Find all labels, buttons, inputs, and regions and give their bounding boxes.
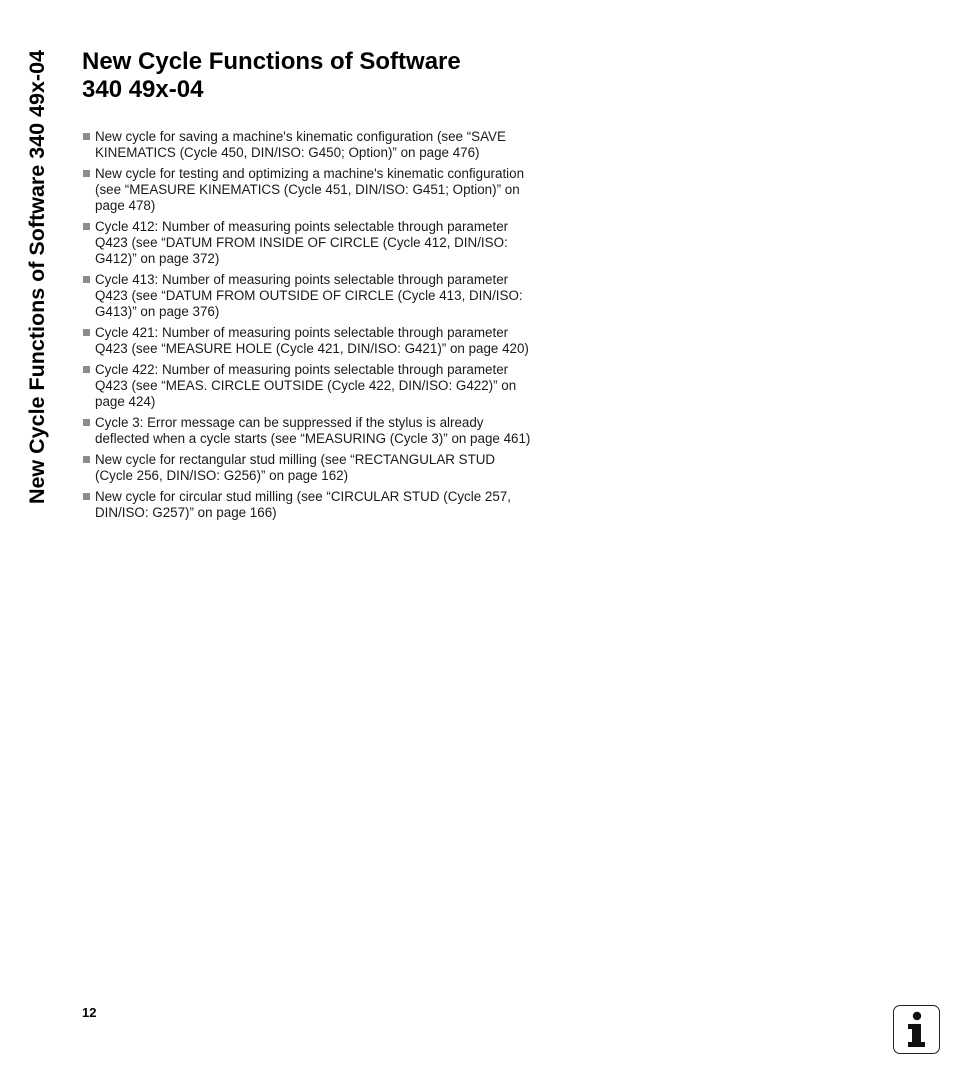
list-item xyxy=(82,219,534,267)
list-item xyxy=(82,452,534,484)
page-title xyxy=(82,48,582,104)
square-bullet-icon xyxy=(83,170,90,177)
square-bullet-icon xyxy=(83,223,90,230)
square-bullet-icon xyxy=(83,456,90,463)
info-icon xyxy=(893,1005,940,1054)
list-item xyxy=(82,325,534,357)
square-bullet-icon xyxy=(83,366,90,373)
list-item-text: Cycle 413: Number of measuring points selectable through parameter Q423 (see “DATUM FROM OUTSIDE OF CIRCLE (Cycle 413, DIN/ISO: G413)” on page 376) xyxy=(95,272,523,319)
list-item-text: Cycle 422: Number of measuring points selectable through parameter Q423 (see “MEAS. CIRCLE OUTSIDE (Cycle 422, DIN/ISO: G422)” on page 424) xyxy=(95,362,517,409)
square-bullet-icon xyxy=(83,493,90,500)
list-item-text: Cycle 3: Error message can be suppressed if the stylus is already deflected when a cycle starts (see “MEASURING (Cycle 3)” on page 461) xyxy=(95,415,531,446)
list-item-text: New cycle for saving a machine's kinematic configuration (see “SAVE KINEMATICS (Cycle 450, DIN/ISO: G450; Option)” on page 476) xyxy=(95,129,506,160)
square-bullet-icon xyxy=(83,419,90,426)
list-item-text: New cycle for testing and optimizing a machine's kinematic configuration (see “MEASURE KINEMATICS (Cycle 451, DIN/ISO: G451; Option)” on page 478) xyxy=(95,166,525,213)
list-item xyxy=(82,166,534,214)
side-running-title xyxy=(16,50,58,592)
square-bullet-icon xyxy=(83,133,90,140)
list-item-text: Cycle 421: Number of measuring points selectable through parameter Q423 (see “MEASURE HOLE (Cycle 421, DIN/ISO: G421)” on page 420) xyxy=(95,325,529,356)
square-bullet-icon xyxy=(83,329,90,336)
page-number: 12 xyxy=(82,1005,97,1020)
list-item-text: New cycle for rectangular stud milling (see “RECTANGULAR STUD (Cycle 256, DIN/ISO: G256)” on page 162) xyxy=(95,452,496,483)
list-item xyxy=(82,272,534,320)
list-item xyxy=(82,489,534,521)
list-item xyxy=(82,362,534,410)
new-functions-list xyxy=(82,129,534,526)
side-running-title-text: New Cycle Functions of Software 340 49x-04 xyxy=(25,50,49,505)
list-item xyxy=(82,129,534,161)
page-title-line-2: 340 49x-04 xyxy=(82,76,204,103)
list-item xyxy=(82,415,534,447)
list-item-text: New cycle for circular stud milling (see “CIRCULAR STUD (Cycle 257, DIN/ISO: G257)” on page 166) xyxy=(95,489,511,520)
info-icon-glyph xyxy=(894,1006,938,1052)
page-title-line-1: New Cycle Functions of Software xyxy=(82,48,461,75)
square-bullet-icon xyxy=(83,276,90,283)
list-item-text: Cycle 412: Number of measuring points selectable through parameter Q423 (see “DATUM FROM INSIDE OF CIRCLE (Cycle 412, DIN/ISO: G412)” on page 372) xyxy=(95,219,509,266)
